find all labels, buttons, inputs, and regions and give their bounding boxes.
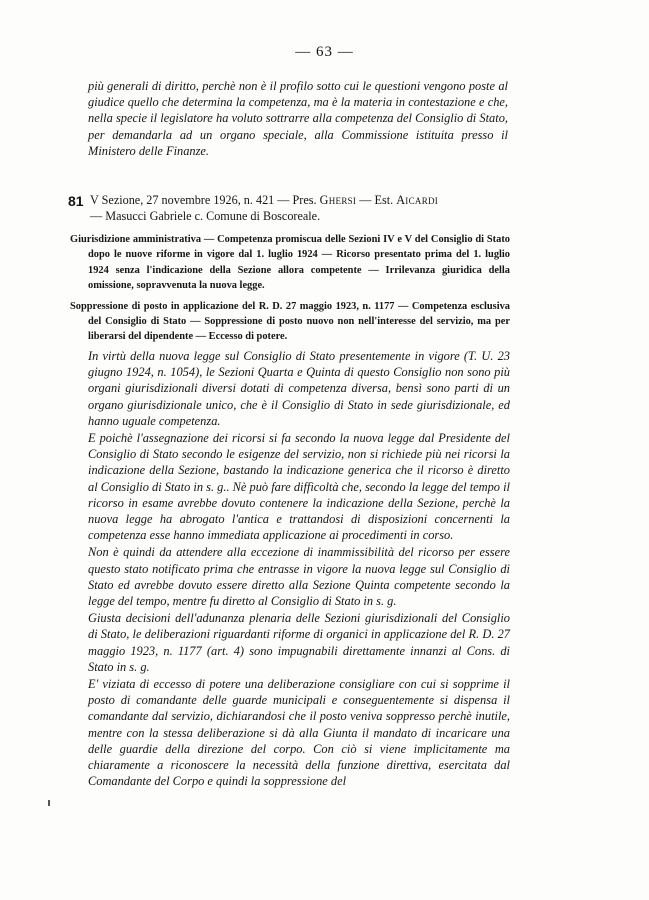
maxims-section [70, 232, 510, 350]
case-header [68, 192, 513, 224]
case-citation [90, 192, 513, 224]
paragraph-3: Non è quindi da attendere alla eccezione di inammissibilità del ricorso per essere questo stato notificato prima che entrasse in vigore la nuova legge sul Consiglio di Stato ed avrebbe dovuto essere diretto alla Sezione Quinta competente secondo la legge del tempo, mentre fu diretto al Consiglio di Stato in s. g. [88, 545, 510, 609]
body-paragraphs [70, 348, 510, 790]
maxim-2: Soppressione di posto in applicazione del R. D. 27 maggio 1923, n. 1177 — Competenza esclusiva del Consiglio di Stato — Soppressione di posto nuovo non nell'interesse del servizio, ma per liberarsi del dipendente — Eccesso di potere. [70, 300, 510, 343]
paragraph-5: E' viziata di eccesso di potere una deliberazione consigliare con cui si sopprime il posto di comandante delle guarde municipali e conseguentemente si dispensa il comandante dal servizio, dichiarandosi che il posto veniva soppresso perchè inutile, mentre con la stessa deliberazione si dà alla Giunta il mandato di incaricare una delle guardie della direzione del corpo. Con ciò si viene implicitamente ma chiaramente a riconoscere la necessità della funzione direttiva, esercitata dal Comandante del Corpo e quindi la soppressione del [88, 677, 510, 789]
paragraph-2: E poichè l'assegnazione dei ricorsi si fa secondo la nuova legge dal Presidente del Consiglio di Stato secondo le esigenze del servizio, non si richiede più nei ricorsi la indicazione della Sezione, bastando la indicazione generica che il ricorso è diretto al Consiglio di Stato in s. g.. Nè può fare difficoltà che, secondo la legge del tempo il ricorso in esame avrebbe dovuto contenere la indicazione della Sezione, perchè la nuova legge ha abrogato l'antica e trattandosi di disposizioni concernenti la competenza esse hanno immediata applicazione ai procedimenti in corso. [88, 431, 510, 543]
case-president: Ghersi [319, 193, 357, 207]
paragraph-4: Giusta decisioni dell'adunanza plenaria delle Sezioni giurisdizionali del Consiglio di Stato, le deliberazioni riguardanti riforme di organici in applicazione del R. D. 27 maggio 1923, n. 1177 (art. 4) sono impugnabili direttamente innanzi al Cons. di Stato in s. g. [88, 611, 510, 674]
case-line-2: — Masucci Gabriele c. Comune di Boscoreale. [90, 209, 321, 223]
case-line-1: V Sezione, 27 novembre 1926, n. 421 — Pres. [90, 193, 320, 207]
maxim-1: Giurisdizione amministrativa — Competenza promiscua delle Sezioni IV e V del Consiglio di Stato dopo le nuove riforme in vigore dal 1. luglio 1924 — Ricorso presentato prima del 1. luglio 1924 senza l'indicazione della Sezione allora competente — Irrilevanza giuridica della omissione, sopravvenuta la nuova legge. [70, 234, 510, 292]
case-mid: — Est. [356, 193, 397, 207]
page-number: — 63 — [295, 44, 354, 60]
margin-mark [48, 800, 50, 806]
opening-paragraph [88, 78, 508, 159]
paragraph-1: In virtù della nuova legge sul Consiglio di Stato presentemente in vigore (T. U. 23 giugno 1924, n. 1054), le Sezioni Quarta e Quinta di questo Consiglio non sono più organi giurisdizionali diversi dotati di competenza diversa, bensì sono parti di un organo giurisdizionale unico, che è il Consiglio di Stato in sede giurisdizionale, ed hanno uguale competenza. [88, 349, 510, 428]
case-number: 81 [68, 193, 84, 209]
case-estensore: Aicardi [396, 193, 439, 207]
opening-paragraph-text: più generali di diritto, perchè non è il profilo sotto cui le questioni vengono poste al giudice quello che determina la competenza, ma è la materia in contestazione e che, nella specie il legislatore ha voluto sottrarre alla competenza del Consiglio di Stato, per demandarla ad un organo speciale, alla Commissione istituita presso il Ministero delle Finanze. [88, 79, 508, 158]
